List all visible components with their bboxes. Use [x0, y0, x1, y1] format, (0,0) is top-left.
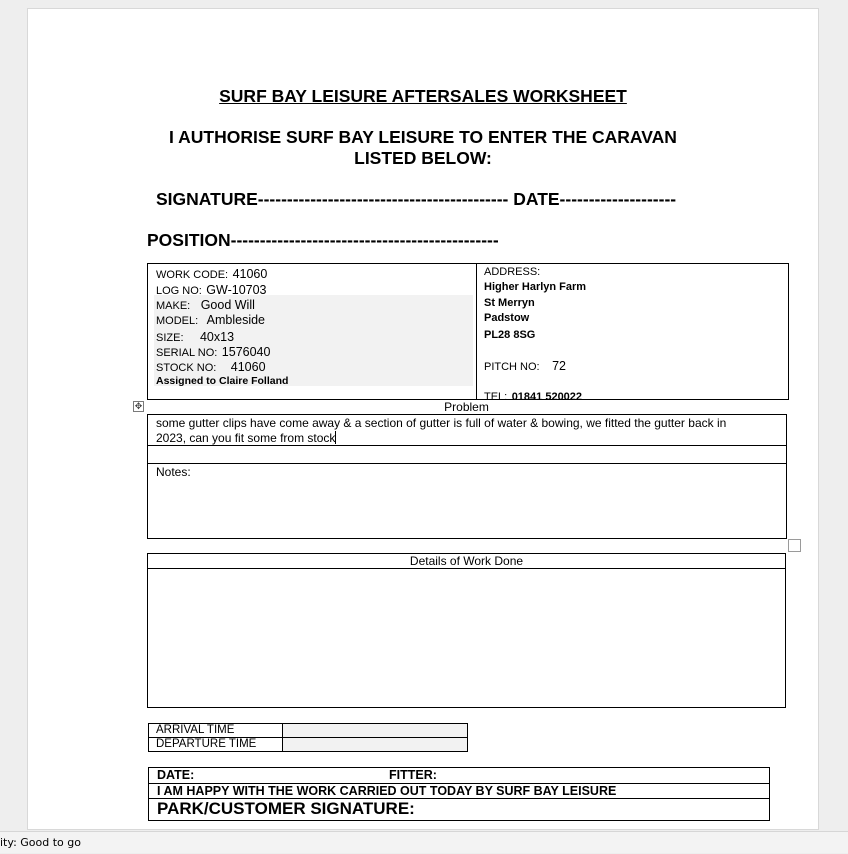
table-resize-handle[interactable] [788, 539, 801, 552]
column-divider [476, 264, 477, 399]
problem-text-line-2 [156, 431, 336, 445]
address-label: ADDRESS: [484, 266, 541, 278]
notes-box[interactable] [147, 463, 787, 539]
address-line-2: St Merryn [484, 297, 535, 309]
log-no-value: GW-10703 [206, 283, 267, 297]
pitch-row [484, 357, 566, 375]
log-no-label: LOG NO: [156, 285, 202, 297]
caravan-details-table [147, 263, 789, 403]
work-code-value: 41060 [232, 267, 268, 281]
stock-label: STOCK NO: [156, 362, 217, 374]
tel-label: TEL: [484, 391, 508, 403]
model-label: MODEL: [156, 315, 199, 327]
serial-value: 1576040 [221, 345, 271, 359]
stock-row [156, 358, 266, 376]
address-line-3: Padstow [484, 312, 530, 324]
signoff-table [148, 767, 770, 821]
document-page[interactable] [27, 8, 819, 830]
pitch-label: PITCH NO: [484, 361, 540, 373]
address-line-1: Higher Harlyn Farm [484, 281, 587, 293]
serial-label: SERIAL NO: [156, 347, 218, 359]
status-bar [0, 831, 848, 853]
footer-fitter-label: FITTER: [389, 768, 437, 782]
pitch-value: 72 [552, 359, 566, 373]
notes-label: Notes: [156, 465, 191, 479]
tel-value: 01841 520022 [511, 391, 583, 403]
text-cursor [335, 431, 336, 444]
authorise-line-1: I AUTHORISE SURF BAY LEISURE TO ENTER THE CARAVAN [169, 127, 677, 147]
work-done-header-cell [147, 553, 786, 569]
model-value: Ambleside [206, 313, 266, 327]
size-label: SIZE: [156, 332, 184, 344]
customer-signature-label: PARK/CUSTOMER SIGNATURE: [157, 799, 415, 818]
problem-text-line-1: some gutter clips have come away & a section of gutter is full of water & bowing, we fitted the gutter back in [156, 416, 727, 430]
problem-header: Problem [444, 400, 489, 414]
happy-with-work-statement: I AM HAPPY WITH THE WORK CARRIED OUT TODAY BY SURF BAY LEISURE [157, 784, 617, 798]
departure-time-field[interactable] [282, 737, 468, 752]
departure-time-label: DEPARTURE TIME [156, 738, 257, 750]
make-label: MAKE: [156, 300, 191, 312]
stock-value: 41060 [230, 360, 266, 374]
address-postcode: PL28 8SG [484, 329, 536, 341]
accessibility-status[interactable]: ity: Good to go [0, 836, 81, 849]
problem-text-line-2-content: 2023, can you fit some from stock [156, 431, 336, 445]
departure-time-label-cell [148, 737, 283, 752]
position-line: POSITION---------------------------------------------- [147, 230, 499, 250]
table-move-icon[interactable]: ✥ [134, 401, 143, 411]
work-done-header: Details of Work Done [409, 554, 524, 568]
arrival-time-label: ARRIVAL TIME [156, 724, 235, 736]
problem-text-area[interactable] [147, 414, 787, 446]
worksheet-title: SURF BAY LEISURE AFTERSALES WORKSHEET [219, 86, 627, 106]
model-row [156, 311, 265, 329]
blank-row[interactable] [147, 445, 787, 464]
size-value: 40x13 [199, 330, 235, 344]
signature-date-line: SIGNATURE------------------------------------------- DATE-------------------- [156, 189, 677, 209]
work-code-label: WORK CODE: [156, 269, 229, 281]
assigned-to: Assigned to Claire Folland [156, 375, 289, 387]
work-done-area[interactable] [147, 568, 786, 708]
arrival-time-field[interactable] [282, 723, 468, 738]
footer-date-label: DATE: [157, 768, 195, 782]
arrival-time-label-cell [148, 723, 283, 738]
authorise-line-2: LISTED BELOW: [354, 148, 492, 168]
make-value: Good Will [200, 298, 255, 312]
